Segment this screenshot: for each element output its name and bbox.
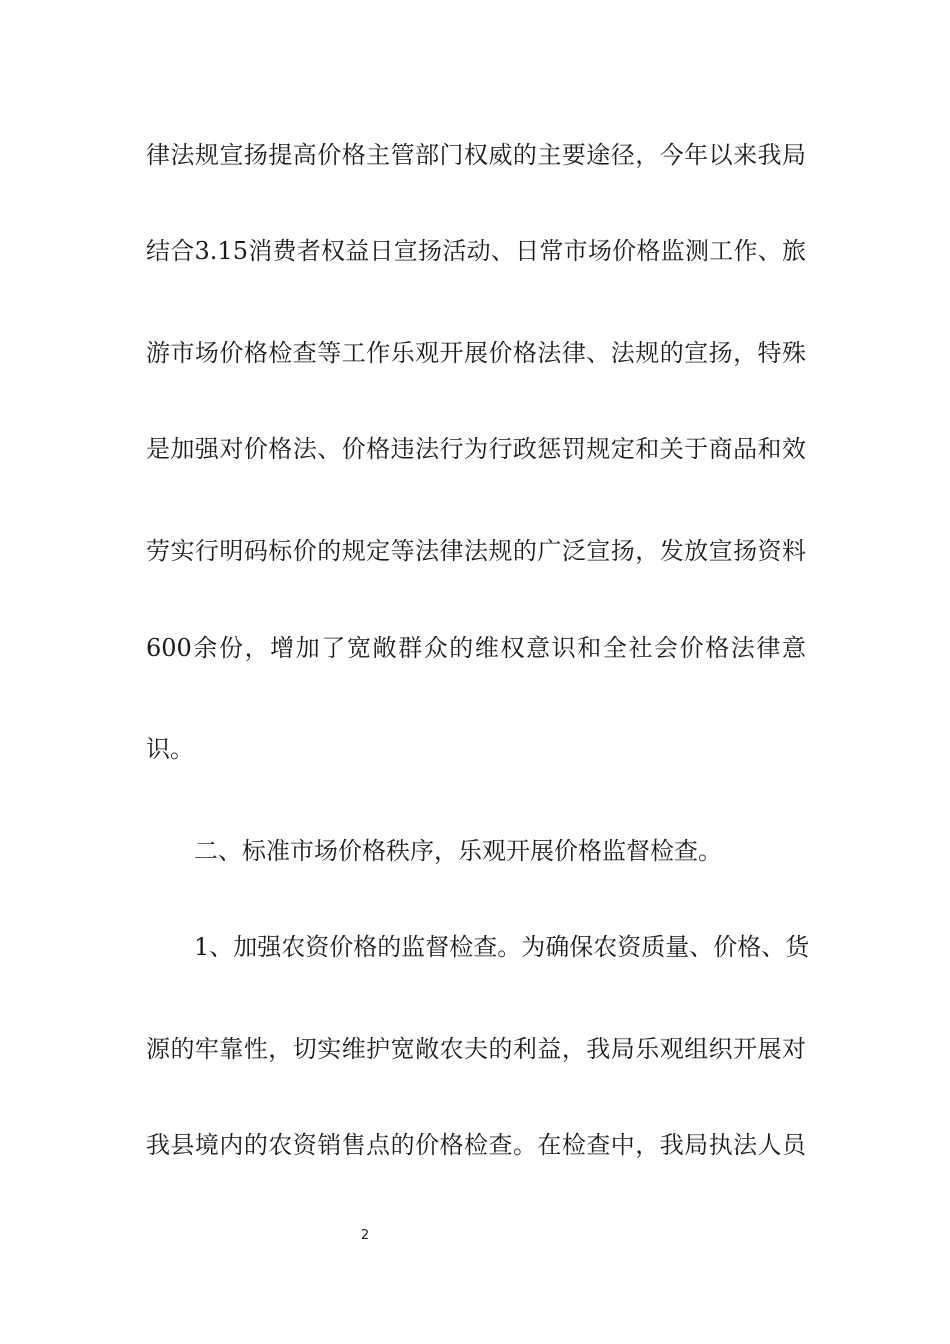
text-line: 源的牢靠性，切实维护宽敞农夫的利益，我局乐观组织开展对 bbox=[146, 1035, 806, 1063]
text-line: 律法规宣扬提高价格主管部门权威的主要途径，今年以来我局 bbox=[146, 141, 806, 169]
text-line: 我县境内的农资销售点的价格检查。在检查中，我局执法人员 bbox=[146, 1131, 806, 1159]
page-number: 2 bbox=[360, 1228, 370, 1243]
text-line: 劳实行明码标价的规定等法律法规的广泛宣扬，发放宣扬资料 bbox=[146, 537, 806, 565]
text-line: 识。 bbox=[146, 735, 194, 763]
text-line: 游市场价格检查等工作乐观开展价格法律、法规的宣扬，特殊 bbox=[146, 339, 806, 367]
section-heading: 二、标准市场价格秩序，乐观开展价格监督检查。 bbox=[194, 837, 722, 865]
text-line: 600余份，增加了宽敞群众的维权意识和全社会价格法律意 bbox=[146, 634, 806, 662]
text-line: 结合3.15消费者权益日宣扬活动、日常市场价格监测工作、旅 bbox=[146, 237, 806, 265]
text-line: 1、加强农资价格的监督检查。为确保农资质量、价格、货 bbox=[194, 933, 810, 961]
text-line: 是加强对价格法、价格违法行为行政惩罚规定和关于商品和效 bbox=[146, 435, 806, 463]
